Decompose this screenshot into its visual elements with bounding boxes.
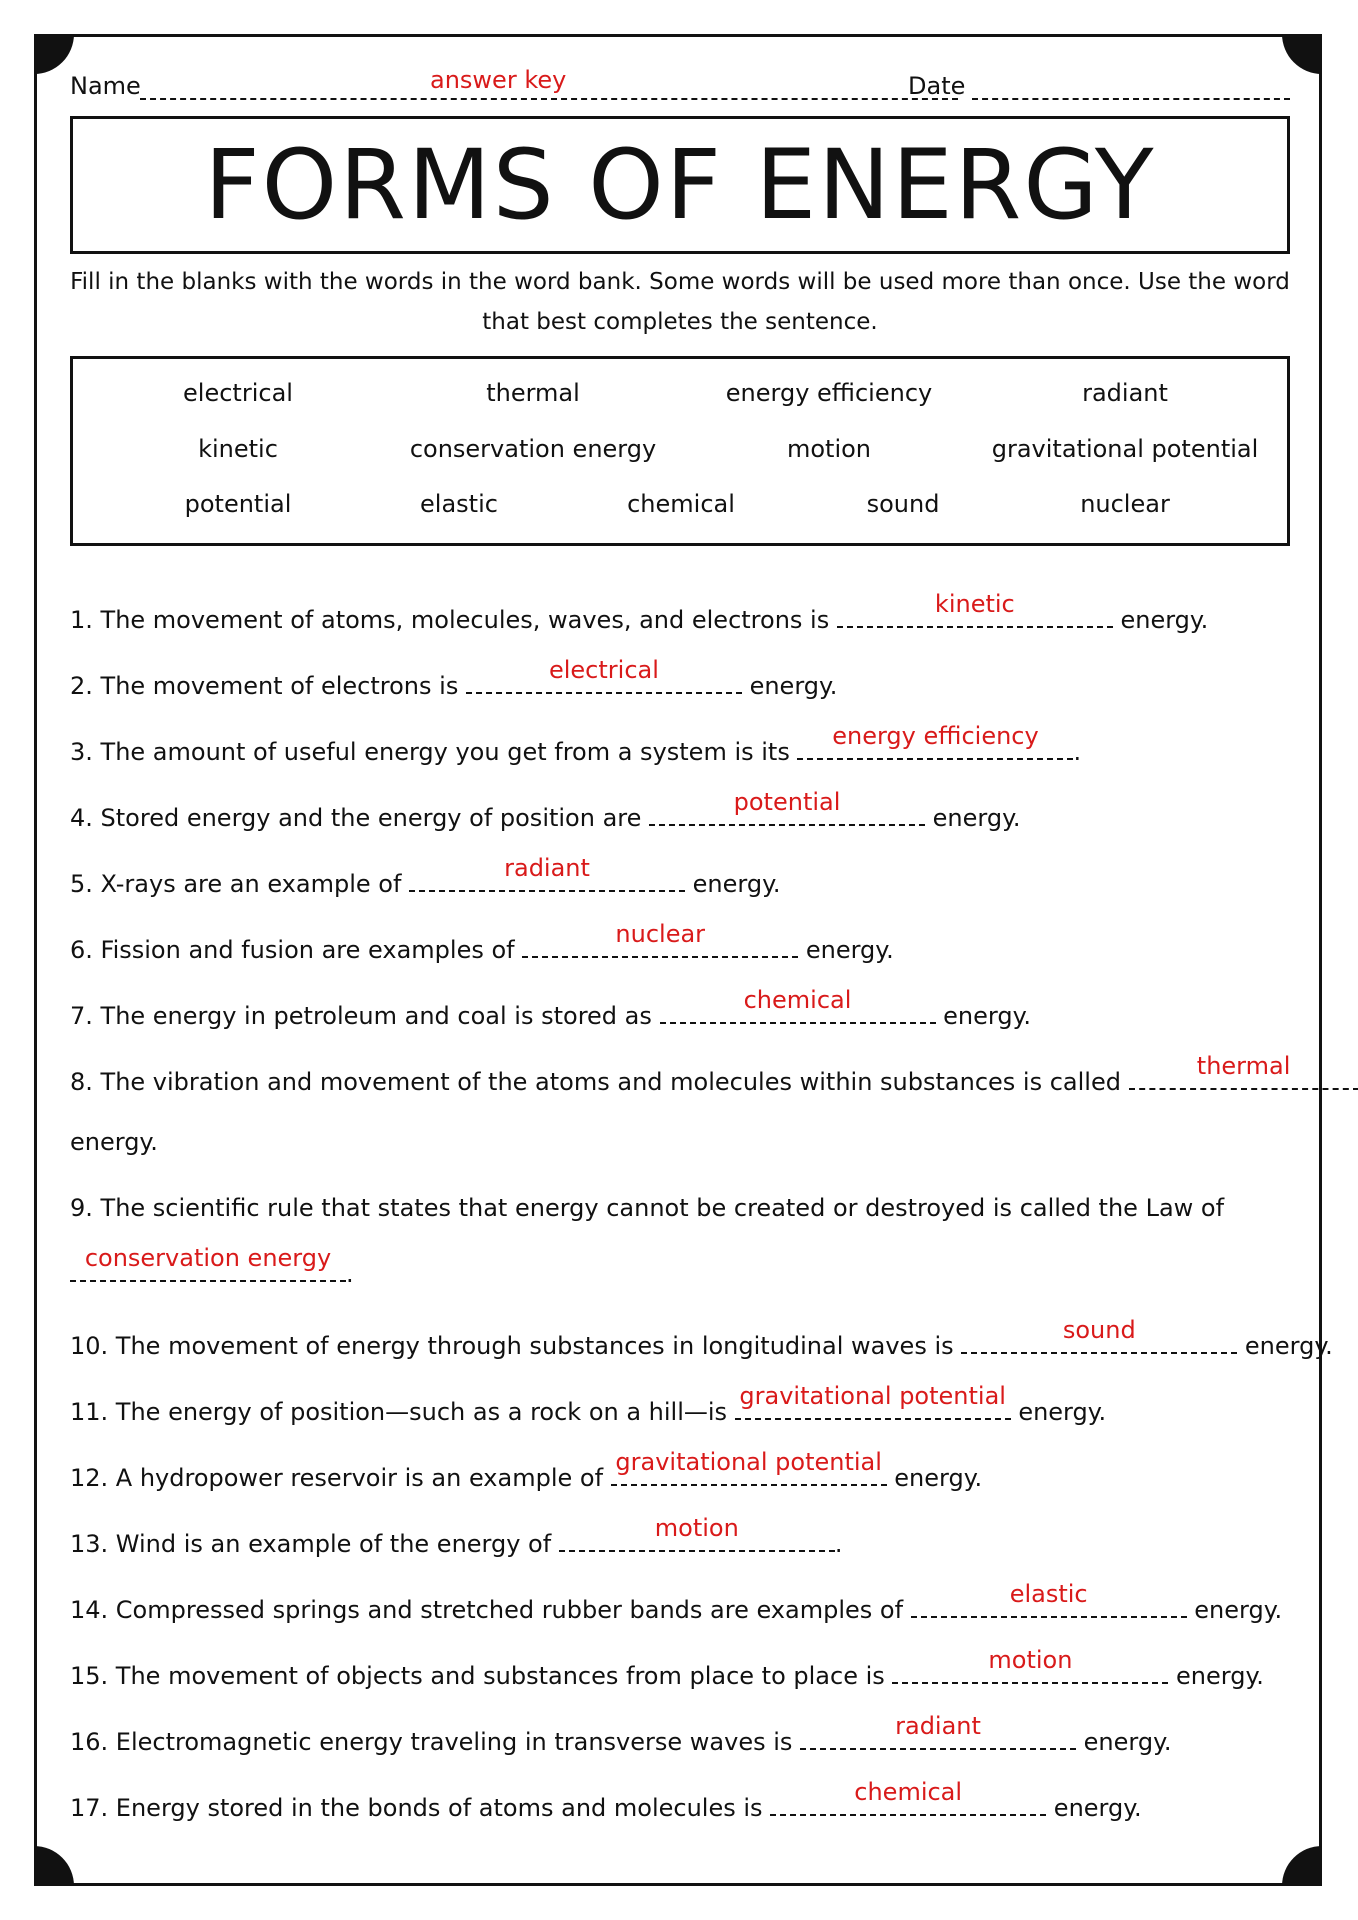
answer-text: electrical	[548, 656, 659, 684]
name-answer: answer key	[430, 66, 567, 94]
answer-text: energy efficiency	[832, 722, 1039, 750]
question-text-end: .	[346, 1260, 354, 1288]
date-field[interactable]	[972, 98, 1290, 100]
answer-text: chemical	[743, 986, 852, 1014]
question-11	[70, 1382, 1300, 1426]
answer-blank[interactable]	[466, 656, 742, 694]
answer-blank[interactable]	[770, 1778, 1046, 1816]
question-14	[70, 1580, 1300, 1624]
question-text-end: energy.	[925, 804, 1021, 832]
word-bank-item: radiant	[1082, 379, 1168, 407]
word-bank-item: potential	[184, 490, 292, 518]
word-bank-item: gravitational potential	[991, 435, 1259, 463]
answer-text: radiant	[895, 1712, 981, 1740]
question-8	[70, 1052, 1300, 1096]
answer-text: potential	[733, 788, 841, 816]
question-text: 16. Electromagnetic energy traveling in transverse waves is	[70, 1728, 801, 1756]
question-text-end: energy.	[1112, 606, 1209, 634]
question-text-end: energy.	[741, 672, 838, 700]
question-text: 15. The movement of objects and substances from place to place is	[70, 1662, 893, 1690]
word-bank-item: kinetic	[198, 435, 278, 463]
date-label: Date	[908, 72, 966, 100]
name-field[interactable]	[140, 98, 958, 100]
page-title: FORMS OF ENERGY	[204, 129, 1156, 241]
word-bank-item: electrical	[183, 379, 293, 407]
answer-blank[interactable]	[837, 590, 1113, 628]
answer-blank[interactable]	[961, 1316, 1237, 1354]
question-3	[70, 722, 1300, 766]
answer-text: nuclear	[615, 920, 706, 948]
question-text-end: energy.	[935, 1002, 1031, 1030]
answer-text: thermal	[1196, 1052, 1291, 1080]
question-text: 8. The vibration and movement of the atoms and molecules within substances is called	[70, 1068, 1129, 1096]
answer-blank[interactable]	[649, 788, 925, 826]
answer-text: motion	[988, 1646, 1073, 1674]
answer-blank[interactable]	[70, 1244, 346, 1282]
question-text-end: energy.	[1076, 1728, 1172, 1756]
question-2	[70, 656, 1300, 700]
question-10	[70, 1316, 1333, 1360]
question-text: 10. The movement of energy through substances in longitudinal waves is	[70, 1332, 962, 1360]
question-text: 11. The energy of position—such as a rock on a hill—is	[70, 1398, 735, 1426]
answer-text: chemical	[854, 1778, 963, 1806]
name-label: Name	[70, 72, 141, 100]
answer-text: gravitational potential	[615, 1448, 882, 1476]
word-bank-item: thermal	[486, 379, 580, 407]
word-bank	[70, 356, 1290, 546]
question-text: 5. X-rays are an example of	[70, 870, 410, 898]
question-text-end: energy.	[1168, 1662, 1264, 1690]
word-bank-item: sound	[866, 490, 940, 518]
title-box	[70, 116, 1290, 254]
question-9-answer-line	[70, 1244, 1300, 1288]
question-15	[70, 1646, 1300, 1690]
question-text: 13. Wind is an example of the energy of	[70, 1530, 559, 1558]
question-text: 4. Stored energy and the energy of position are	[70, 804, 650, 832]
answer-blank[interactable]	[611, 1448, 887, 1486]
answer-text: sound	[1062, 1316, 1136, 1344]
question-text-end: energy.	[798, 936, 894, 964]
word-bank-row	[73, 490, 1287, 530]
word-bank-item: motion	[786, 435, 872, 463]
question-text: 2. The movement of electrons is	[70, 672, 466, 700]
question-13	[70, 1514, 1300, 1558]
answer-blank[interactable]	[409, 854, 685, 892]
question-text-end: energy.	[1186, 1596, 1283, 1624]
answer-text: radiant	[504, 854, 590, 882]
word-bank-item: conservation energy	[409, 435, 657, 463]
word-bank-item: elastic	[420, 490, 498, 518]
word-bank-item: energy efficiency	[725, 379, 933, 407]
answer-blank[interactable]	[735, 1382, 1011, 1420]
question-text: 7. The energy in petroleum and coal is stored as	[70, 1002, 660, 1030]
answer-blank[interactable]	[911, 1580, 1187, 1618]
word-bank-row	[73, 435, 1287, 475]
answer-blank[interactable]	[522, 920, 798, 958]
question-text: 12. A hydropower reservoir is an example of	[70, 1464, 611, 1492]
answer-text: kinetic	[934, 590, 1015, 618]
question-4	[70, 788, 1300, 832]
word-bank-row	[73, 379, 1287, 419]
question-1	[70, 590, 1300, 634]
question-text-end: energy.	[1010, 1398, 1107, 1426]
answer-blank[interactable]	[1129, 1052, 1358, 1090]
answer-blank[interactable]	[559, 1514, 835, 1552]
header-row	[70, 60, 1290, 106]
question-text: 3. The amount of useful energy you get from a system is its	[70, 738, 798, 766]
question-7	[70, 986, 1300, 1030]
question-6	[70, 920, 1300, 964]
question-text: 14. Compressed springs and stretched rubber bands are examples of	[70, 1596, 911, 1624]
word-bank-item: nuclear	[1080, 490, 1170, 518]
word-bank-item: chemical	[627, 490, 735, 518]
question-text-end: energy.	[886, 1464, 983, 1492]
question-text: 6. Fission and fusion are examples of	[70, 936, 523, 964]
answer-blank[interactable]	[892, 1646, 1168, 1684]
answer-text: motion	[654, 1514, 739, 1542]
answer-blank[interactable]	[660, 986, 936, 1024]
answer-text: conservation energy	[84, 1244, 332, 1272]
question-text-end: energy.	[685, 870, 781, 898]
question-16	[70, 1712, 1300, 1756]
question-5	[70, 854, 1300, 898]
question-8-continuation: energy.	[70, 1128, 158, 1156]
question-text: 17. Energy stored in the bonds of atoms and molecules is	[70, 1794, 771, 1822]
question-text: 1. The movement of atoms, molecules, waves, and electrons is	[70, 606, 837, 634]
answer-text: elastic	[1009, 1580, 1088, 1608]
question-text-end: energy.	[1046, 1794, 1142, 1822]
question-9: 9. The scientific rule that states that energy cannot be created or destroyed is called the Law of	[70, 1194, 1225, 1222]
question-text-end: .	[834, 1530, 843, 1558]
question-text-end: energy.	[1237, 1332, 1333, 1360]
answer-text: gravitational potential	[739, 1382, 1006, 1410]
question-text-end: .	[1073, 738, 1082, 766]
instructions: Fill in the blanks with the words in the word bank. Some words will be used more than once. Use the word that best completes the sentence.	[70, 269, 1290, 335]
question-17	[70, 1778, 1300, 1822]
answer-blank[interactable]	[797, 722, 1073, 760]
answer-blank[interactable]	[800, 1712, 1076, 1750]
question-12	[70, 1448, 1300, 1492]
